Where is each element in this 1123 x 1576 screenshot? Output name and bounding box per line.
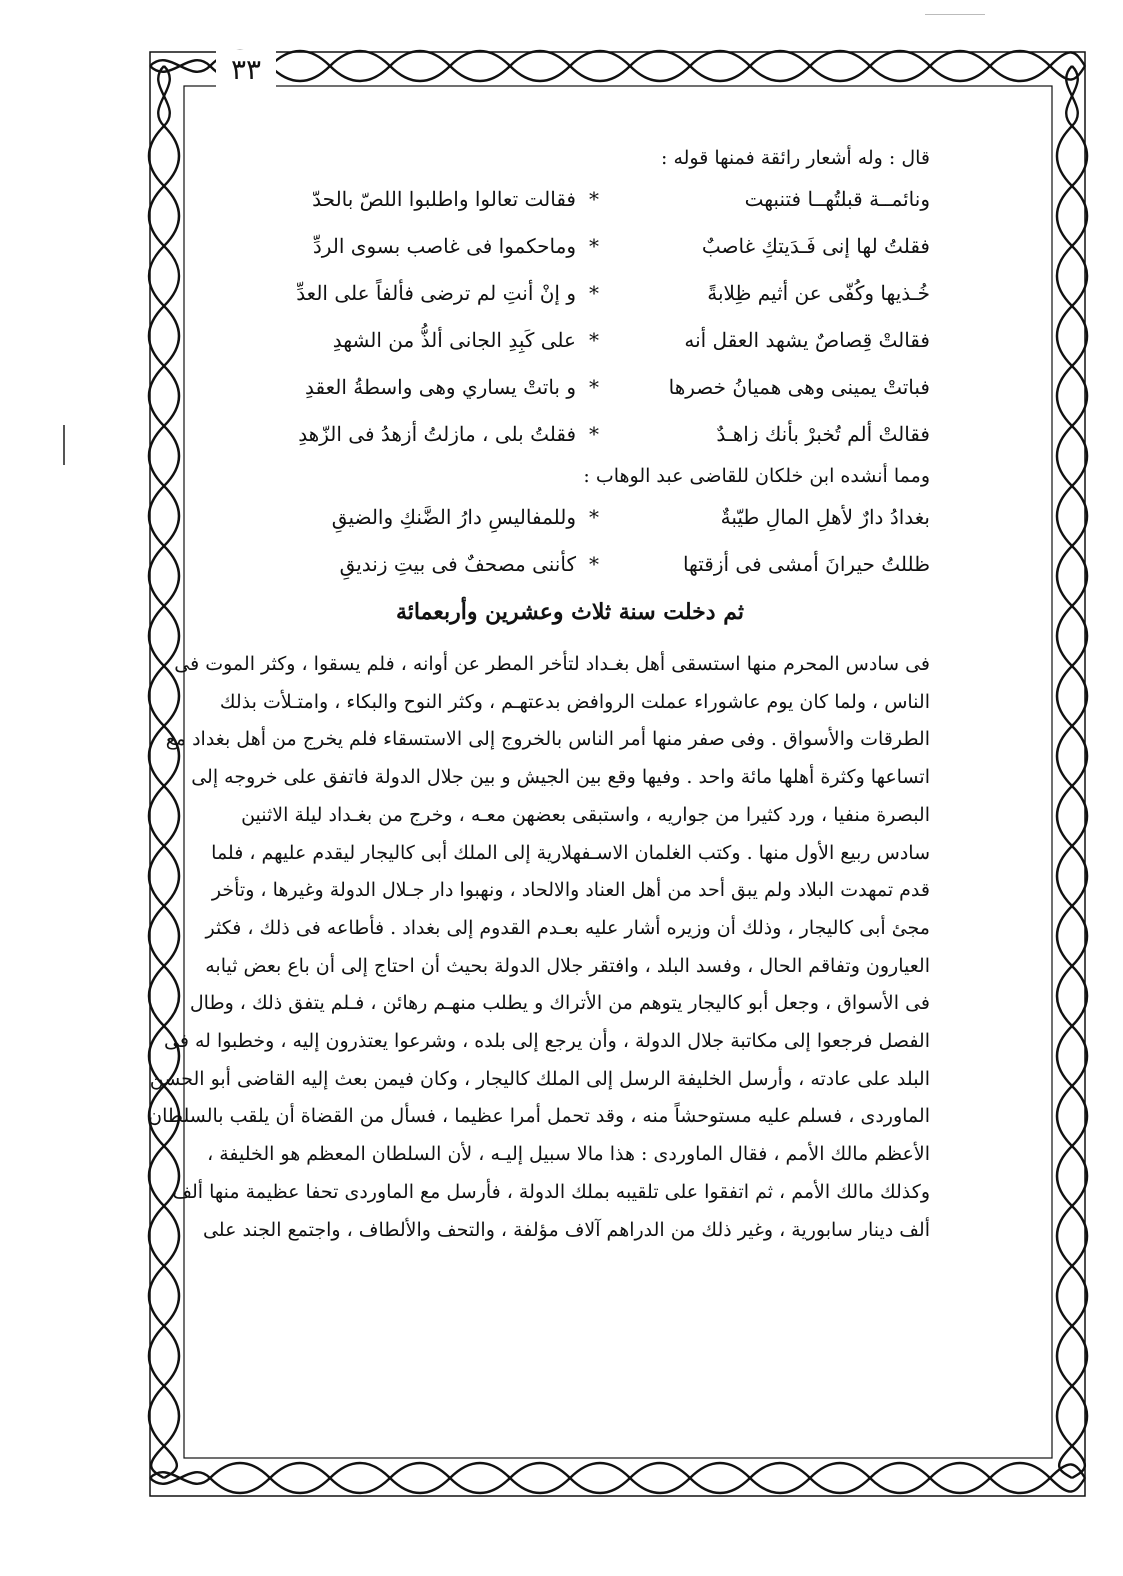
section-heading: ثم دخلت سنة ثلاث وعشرين وأربعمائة — [396, 599, 744, 625]
second-hemistich: وللمفاليسِ دارُ الضَّنكِ والضيقِ — [331, 505, 576, 529]
verse-separator: * — [589, 422, 599, 446]
verse-separator: * — [589, 328, 599, 352]
second-hemistich: كأننى مصحفٌ فى بيتِ زنديقِ — [339, 552, 576, 576]
verse-separator: * — [589, 375, 599, 399]
verse-separator: * — [589, 234, 599, 258]
text-line: الماوردى ، فسلم عليه مستوحشاً منه ، وقد تحمل أمرا عظيما ، فسأل من القضاة أن يلقب بالسلطان — [148, 1105, 930, 1128]
text-line: البصرة منفيا ، ورد كثيرا من جواريه ، واستبقى بعضهن معـه ، وخرج من بغـداد ليلة الاثنين — [241, 803, 930, 826]
second-hemistich: وماحكموا فى غاصب بسوى الردِّ — [312, 234, 576, 258]
verse-separator: * — [589, 281, 599, 305]
text-line: فى الأسواق ، وجعل أبو كاليجار يتوهم من الأتراك و يطلب منهـم رهائن ، فـلم يتفق ذلك ، وطال — [189, 992, 930, 1015]
verse-line — [210, 176, 930, 223]
verse-separator: * — [589, 505, 599, 529]
verse-line — [210, 411, 930, 458]
text-line: الناس ، ولما كان يوم عاشوراء عملت الروافض بدعتهـم ، وكثر النوح والبكاء ، وامتـلأت بذلك — [219, 690, 930, 713]
verse-line — [210, 317, 930, 364]
verse-line — [210, 270, 930, 317]
poem-introduction: قال : وله أشعار رائقة فمنها قوله : — [661, 147, 930, 169]
scan-mark — [925, 14, 985, 15]
text-line: البلد على عادته ، وأرسل الخليفة الرسل إلى الملك كاليجار ، وكان فيمن بعث إليه القاضى أبو الحسن — [149, 1067, 930, 1090]
verse-line — [210, 364, 930, 411]
verse-line — [210, 494, 930, 541]
first-hemistich: بغدادُ دارٌ لأهلِ المالِ طيّبةٌ — [720, 505, 930, 529]
verse-separator: * — [589, 552, 599, 576]
second-hemistich: و إنْ أنتِ لم ترضى فألفاً على العدِّ — [296, 281, 576, 305]
first-hemistich: فقالتْ قِصاصٌ يشهد العقل أنه — [684, 328, 930, 352]
first-hemistich: ونائمــة قبلتُهــا فتنبهت — [744, 187, 930, 211]
poem-block — [210, 494, 930, 588]
body-paragraph — [148, 646, 930, 1249]
second-hemistich: و باتتْ يساري وهى واسطةُ العقدِ — [304, 375, 576, 399]
second-hemistich: فقالت تعالوا واطلبوا اللصّ بالحدّ — [312, 187, 576, 211]
first-hemistich: خُـذيها وكُفّى عن أثيم ظِلابةً — [707, 281, 930, 305]
text-line: اتساعها وكثرة أهلها مائة واحد . وفيها وقع بين الجيش و بين جلال الدولة فاتفق على خروجه إلى — [191, 766, 930, 789]
first-hemistich: فقالتْ ألم تُخبرْ بأنك زاهـدٌ — [716, 422, 930, 446]
margin-mark — [63, 425, 65, 465]
verse-line — [210, 541, 930, 588]
text-line: العيارون وتفاقم الحال ، وفسد البلد ، وافتقر جلال الدولة بحيث أن احتاج إلى أن باع بعض ثيابه — [205, 954, 930, 977]
second-hemistich: على كَبِدِ الجانى ألذُّ من الشهدِ — [332, 328, 576, 352]
poem-block — [210, 176, 930, 458]
text-line: سادس ربيع الأول منها . وكتب الغلمان الاسـفهلارية إلى الملك أبى كاليجار ليقدم عليهم ، فلما — [211, 841, 930, 864]
verse-line — [210, 223, 930, 270]
text-line: فى سادس المحرم منها استسقى أهل بغـداد لتأخر المطر عن أوانه ، فلم يسقوا ، وكثر الموت فى — [174, 653, 930, 675]
text-line: الطرقات والأسواق . وفى صفر منها أمر الناس بالخروج إلى الاستسقاء فلم يخرج من أهل بغداد مع — [165, 728, 930, 751]
page-content — [148, 140, 930, 1249]
first-hemistich: فقلتُ لها إنى فَـدَيتكِ غاصبٌ — [701, 234, 930, 258]
second-hemistich: فقلتُ بلى ، مازلتُ أزهدُ فى الزّهدِ — [298, 422, 576, 446]
first-hemistich: ظللتُ حيرانَ أمشى فى أزقتها — [682, 552, 930, 576]
poem-introduction: ومما أنشده ابن خلكان للقاضى عبد الوهاب : — [583, 465, 930, 487]
first-hemistich: فباتتْ يمينى وهى هميانُ خصرها — [668, 375, 930, 399]
text-line: مجئ أبى كاليجار ، وذلك أن وزيره أشار عليه بعـدم القدوم إلى بغداد . فأطاعه فى ذلك ، فكثر — [205, 916, 930, 939]
text-line: وكذلك مالك الأمم ، ثم اتفقوا على تلقيبه بملك الدولة ، فأرسل مع الماوردى تحفا عظيمة منها ألف — [172, 1180, 930, 1203]
text-line: ألف دينار سابورية ، وغير ذلك من الدراهم آلاف مؤلفة ، والتحف والألطاف ، واجتمع الجند على — [202, 1218, 930, 1241]
text-line: قدم تمهدت البلاد ولم يبق أحد من أهل العناد والالحاد ، ونهبوا دار جـلال الدولة وغيرها ، وتأخر — [211, 879, 930, 902]
page-number: ٣٣ — [216, 50, 276, 90]
verse-separator: * — [589, 187, 599, 211]
text-line: الأعظم مالك الأمم ، فقال الماوردى : هذا مالا سبيل إليـه ، لأن السلطان المعظم هو الخليفة ، — [207, 1143, 930, 1166]
text-line: الفصل فرجعوا إلى مكاتبة جلال الدولة ، وأن يرجع إلى بلده ، وشرعوا يعتذرون إليه ، وخطبوا له فى — [163, 1030, 930, 1053]
